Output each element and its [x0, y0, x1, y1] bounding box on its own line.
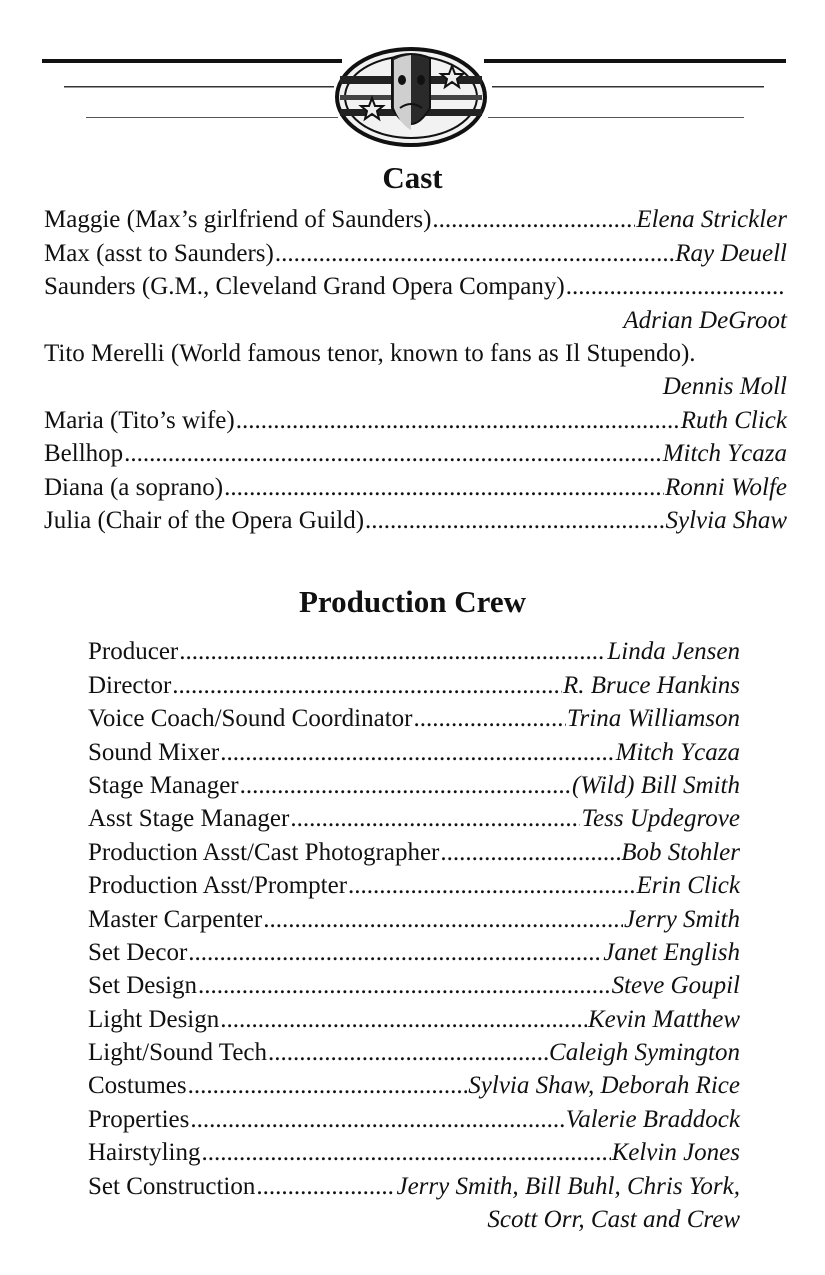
cast-name: Elena Strickler [636, 206, 787, 234]
cast-role: Diana (a soprano) [44, 473, 224, 501]
crew-row [88, 901, 740, 934]
cast-role: Maggie (Max’s girlfriend of Saunders) [44, 206, 432, 234]
leader-dots [365, 506, 664, 536]
crew-name: Sylvia Shaw, Deborah Rice [468, 1072, 740, 1100]
crew-role: Set Decor [88, 938, 188, 966]
cast-row [44, 469, 787, 502]
cast-name: Ronni Wolfe [665, 473, 787, 501]
crew-role: Voice Coach/Sound Coordinator [88, 705, 413, 733]
cast-row [44, 402, 787, 435]
leader-dots [290, 804, 580, 834]
cast-name: Adrian DeGroot [623, 306, 787, 334]
leader-dots [188, 938, 602, 968]
cast-role: Julia (Chair of the Opera Guild) [44, 506, 365, 534]
crew-name: Steve Goupil [611, 972, 740, 1000]
leader-dots [240, 771, 571, 801]
leader-dots [440, 838, 620, 868]
leader-dots [275, 239, 674, 269]
crew-name: Kevin Matthew [587, 1005, 740, 1033]
leader-dots [256, 1172, 395, 1202]
crew-role: Director [88, 671, 172, 699]
leader-dots [268, 1038, 548, 1068]
cast-name: Mitch Ycaza [662, 440, 787, 468]
leader-dots [432, 205, 635, 235]
crew-list [88, 634, 740, 1235]
leader-dots [224, 473, 664, 503]
crew-name: Jerry Smith [624, 905, 740, 933]
crew-name: Valerie Braddock [565, 1105, 740, 1133]
leader-dots [179, 637, 606, 667]
crew-name: Scott Orr, Cast and Crew [487, 1206, 740, 1234]
cast-row [44, 503, 787, 536]
crew-role: Sound Mixer [88, 738, 220, 766]
crew-name: Mitch Ycaza [615, 738, 740, 766]
crew-row [88, 1168, 740, 1201]
crew-row [88, 667, 740, 700]
crew-name: Trina Williamson [567, 705, 740, 733]
leader-dots [236, 406, 680, 436]
crew-role: Producer [88, 638, 179, 666]
leader-dots [188, 1071, 468, 1101]
leader-dots [220, 1005, 587, 1035]
crew-role: Stage Manager [88, 771, 239, 799]
cast-row [44, 269, 787, 302]
crew-row [88, 801, 740, 834]
theater-masks-emblem-icon [337, 49, 485, 145]
cast-row-continued [44, 369, 787, 402]
crew-role: Hairstyling [88, 1139, 201, 1167]
crew-row [88, 935, 740, 968]
crew-row [88, 768, 740, 801]
cast-name: Ruth Click [680, 406, 787, 434]
cast-name: Ray Deuell [675, 239, 787, 267]
crew-row [88, 734, 740, 767]
leader-dots [202, 1138, 611, 1168]
cast-row [44, 436, 787, 469]
cast-name: Dennis Moll [662, 373, 787, 401]
crew-role: Light Design [88, 1005, 220, 1033]
crew-role: Costumes [88, 1072, 187, 1100]
crew-name: Erin Click [636, 872, 740, 900]
leader-dots [263, 905, 623, 935]
crew-name: Janet English [603, 938, 740, 966]
crew-name: Jerry Smith, Bill Buhl, Chris York, [396, 1172, 740, 1200]
crew-row [88, 1135, 740, 1168]
cast-title: Cast [382, 160, 443, 195]
crew-name: Linda Jensen [607, 638, 740, 666]
crew-row [88, 1068, 740, 1101]
leader-dots [414, 704, 567, 734]
cast-role: Bellhop [44, 440, 124, 468]
crew-row [88, 634, 740, 667]
leader-dots [190, 1105, 564, 1135]
crew-row [88, 1001, 740, 1034]
cast-row [44, 235, 787, 268]
leader-dots [566, 272, 786, 302]
crew-role: Asst Stage Manager [88, 805, 290, 833]
crew-row-continued [88, 1202, 740, 1235]
header-emblem [0, 0, 825, 150]
crew-role: Set Construction [88, 1172, 256, 1200]
crew-name: R. Bruce Hankins [562, 671, 740, 699]
leader-dots [348, 871, 635, 901]
crew-role: Production Asst/Cast Photographer [88, 838, 440, 866]
leader-dots [124, 439, 662, 469]
leader-dots [220, 738, 614, 768]
crew-title: Production Crew [298, 584, 527, 619]
crew-name: Caleigh Symington [549, 1039, 740, 1067]
cast-row-continued [44, 302, 787, 335]
cast-row [44, 202, 787, 235]
crew-row [88, 834, 740, 867]
crew-row [88, 1035, 740, 1068]
crew-row [88, 868, 740, 901]
cast-list [44, 202, 787, 536]
crew-role: Set Design [88, 972, 198, 1000]
cast-name: Sylvia Shaw [665, 506, 787, 534]
crew-row [88, 968, 740, 1001]
cast-role: Max (asst to Saunders) [44, 239, 274, 267]
crew-name: (Wild) Bill Smith [571, 771, 740, 799]
leader-dots [198, 971, 611, 1001]
leader-dots [172, 671, 562, 701]
crew-role: Master Carpenter [88, 905, 263, 933]
crew-row [88, 1101, 740, 1134]
crew-name: Kelvin Jones [611, 1139, 740, 1167]
cast-role: Tito Merelli (World famous tenor, known to fans as Il Stupendo). [44, 339, 696, 367]
cast-row [44, 336, 787, 369]
crew-role: Production Asst/Prompter [88, 872, 348, 900]
crew-name: Bob Stohler [621, 838, 740, 866]
crew-row [88, 701, 740, 734]
cast-role: Maria (Tito’s wife) [44, 406, 235, 434]
crew-role: Light/Sound Tech [88, 1039, 268, 1067]
cast-role: Saunders (G.M., Cleveland Grand Opera Company) [44, 273, 565, 301]
crew-name: Tess Updegrove [581, 805, 740, 833]
crew-role: Properties [88, 1105, 190, 1133]
